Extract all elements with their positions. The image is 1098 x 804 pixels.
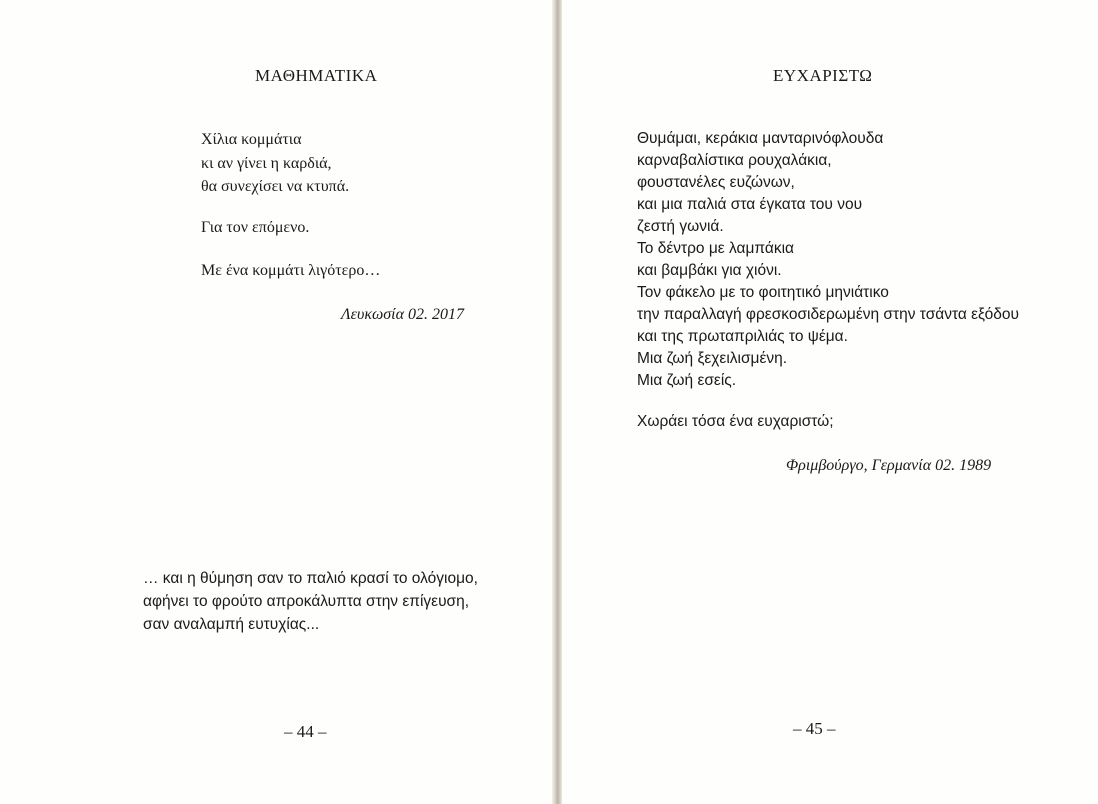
- book-spine: [552, 0, 562, 804]
- poem-line: Χίλια κομμάτια: [201, 131, 302, 148]
- right-page-signature: Φριμβούργο, Γερμανία 02. 1989: [786, 457, 992, 474]
- poem-line: και βαμβάκι για χιόνι.: [637, 262, 782, 279]
- right-page-number: – 45 –: [793, 719, 836, 738]
- left-page-title: ΜΑΘΗΜΑΤΙΚΑ: [255, 66, 378, 85]
- poem-line: Το δέντρο με λαμπάκια: [637, 240, 794, 257]
- poem-line: Μια ζωή ξεχειλισμένη.: [637, 350, 788, 367]
- poem-line: φουστανέλες ευζώνων,: [637, 174, 795, 191]
- poem-line: Με ένα κομμάτι λιγότερο…: [201, 262, 381, 279]
- quote-line: σαν αναλαμπή ευτυχίας...: [143, 616, 320, 633]
- quote-line: … και η θύμηση σαν το παλιό κρασί το ολόγιομο,: [143, 570, 478, 587]
- poem-line: θα συνεχίσει να κτυπά.: [201, 178, 350, 195]
- poem-line: Για τον επόμενο.: [201, 219, 310, 236]
- poem-line: την παραλλαγή φρεσκοσιδερωμένη στην τσάντα εξόδου: [637, 306, 1019, 323]
- right-page: [562, 0, 1098, 804]
- left-page-number: – 44 –: [284, 722, 327, 741]
- poem-line: ζεστή γωνιά.: [637, 218, 724, 235]
- poem-line: Θυμάμαι, κεράκια μανταρινόφλουδα: [637, 130, 884, 147]
- poem-line: Χωράει τόσα ένα ευχαριστώ;: [637, 413, 834, 430]
- right-page-title: ΕΥΧΑΡΙΣΤΩ: [773, 66, 873, 85]
- quote-line: αφήνει το φρούτο απροκάλυπτα στην επίγευση,: [143, 593, 470, 610]
- poem-line: Μια ζωή εσείς.: [637, 372, 737, 389]
- poem-line: Τον φάκελο με το φοιτητικό μηνιάτικο: [637, 284, 889, 301]
- poem-line: και της πρωταπριλιάς το ψέμα.: [637, 328, 848, 345]
- left-page-signature: Λευκωσία 02. 2017: [341, 306, 465, 323]
- poem-line: κι αν γίνει η καρδιά,: [201, 155, 332, 172]
- poem-line: καρναβαλίστικα ρουχαλάκια,: [637, 152, 832, 169]
- poem-line: και μια παλιά στα έγκατα του νου: [637, 196, 863, 213]
